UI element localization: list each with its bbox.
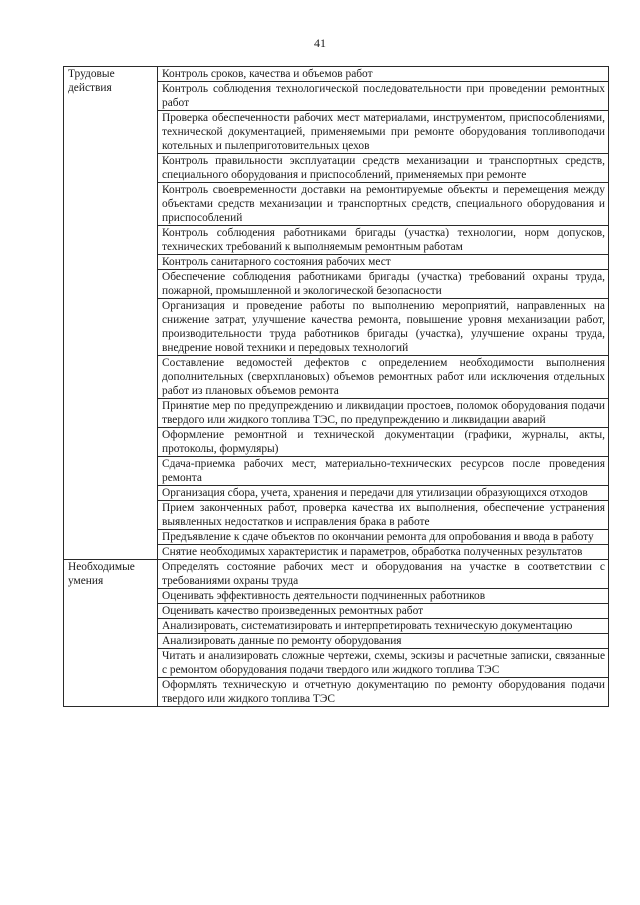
requirement-item: Предъявление к сдаче объектов по окончании ремонта для опробования и ввода в работу (158, 530, 609, 545)
requirement-item: Оценивать эффективность деятельности подчиненных работников (158, 589, 609, 604)
requirement-item: Анализировать данные по ремонту оборудования (158, 634, 609, 649)
requirement-item: Контроль соблюдения технологической последовательности при проведении ремонтных работ (158, 82, 609, 111)
requirement-item: Оформлять техническую и отчетную документацию по ремонту оборудования подачи твердого или жидкого топлива ТЭС (158, 678, 609, 707)
requirements-table (63, 66, 609, 707)
requirement-item: Оценивать качество произведенных ремонтных работ (158, 604, 609, 619)
section-label: Необходимые умения (64, 560, 158, 707)
requirement-item: Принятие мер по предупреждению и ликвидации простоев, поломок оборудования подачи твердого или жидкого топлива ТЭС, по предупреждению и ликвидации аварий (158, 399, 609, 428)
requirement-item: Определять состояние рабочих мест и оборудования на участке в соответствии с требованиями охраны труда (158, 560, 609, 589)
requirement-item: Анализировать, систематизировать и интерпретировать техническую документацию (158, 619, 609, 634)
requirement-item: Прием законченных работ, проверка качества их выполнения, обеспечение устранения выявленных недостатков и исправления брака в работе (158, 501, 609, 530)
requirement-item: Составление ведомостей дефектов с определением необходимости выполнения дополнительных (сверхплановых) объемов ремонтных работ или исключения отдельных работ из плановых объемов ремонта (158, 356, 609, 399)
requirement-item: Контроль своевременности доставки на ремонтируемые объекты и перемещения между объектами средств механизации и транспортных средств, специального оборудования и приспособлений (158, 183, 609, 226)
requirement-item: Контроль санитарного состояния рабочих мест (158, 255, 609, 270)
requirement-item: Читать и анализировать сложные чертежи, схемы, эскизы и расчетные записки, связанные с ремонтом оборудования подачи твердого или жидкого топлива ТЭС (158, 649, 609, 678)
section-label: Трудовые действия (64, 67, 158, 560)
requirement-item: Организация и проведение работы по выполнению мероприятий, направленных на снижение затрат, улучшение качества ремонта, повышение уровня механизации работ, производительности труда работников бригады (участка), улучшение охраны труда, внедрение новой техники и передовых технологий (158, 299, 609, 356)
page-number: 41 (314, 36, 326, 50)
requirement-item: Контроль соблюдения работниками бригады (участка) технологии, норм допусков, технических требований к выполняемым ремонтным работам (158, 226, 609, 255)
table-row (64, 560, 609, 589)
requirement-item: Контроль правильности эксплуатации средств механизации и транспортных средств, специального оборудования и приспособлений, применяемых при ремонте (158, 154, 609, 183)
requirement-item: Проверка обеспеченности рабочих мест материалами, инструментом, приспособлениями, технической документацией, применяемыми при ремонте оборудования топливоподачи котельных и пылеприготовительных цехов (158, 111, 609, 154)
requirement-item: Обеспечение соблюдения работниками бригады (участка) требований охраны труда, пожарной, промышленной и экологической безопасности (158, 270, 609, 299)
requirement-item: Оформление ремонтной и технической документации (графики, журналы, акты, протоколы, формуляры) (158, 428, 609, 457)
requirement-item: Сдача-приемка рабочих мест, материально-технических ресурсов после проведения ремонта (158, 457, 609, 486)
requirement-item: Организация сбора, учета, хранения и передачи для утилизации образующихся отходов (158, 486, 609, 501)
requirement-item: Снятие необходимых характеристик и параметров, обработка полученных результатов (158, 545, 609, 560)
table-row (64, 67, 609, 82)
requirement-item: Контроль сроков, качества и объемов работ (158, 67, 609, 82)
